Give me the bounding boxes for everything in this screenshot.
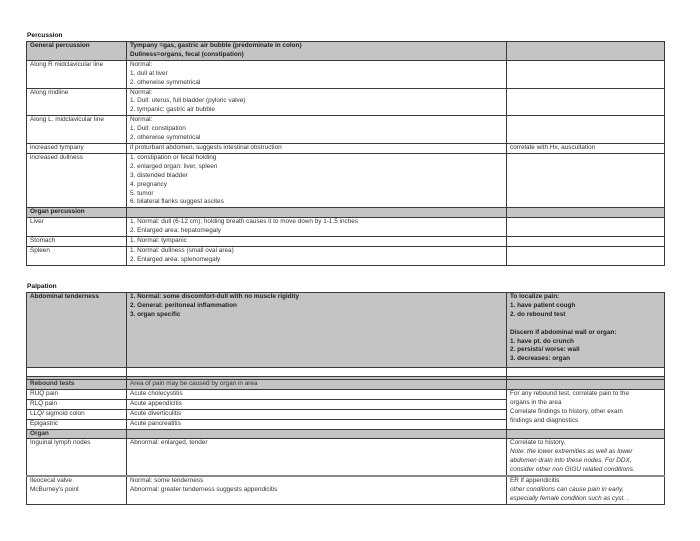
row-notes bbox=[507, 88, 665, 116]
row-label: increased dullness bbox=[27, 153, 127, 207]
text-line: ER if appendicitis bbox=[510, 477, 560, 485]
text-line: For any rebound test, correlate pain to the bbox=[510, 389, 630, 397]
row-notes bbox=[507, 153, 665, 207]
text-line: abdomen drain into these nodes. For DDX, bbox=[510, 457, 632, 465]
table-row bbox=[27, 439, 665, 477]
row-details bbox=[127, 218, 507, 237]
row-notes bbox=[507, 116, 665, 144]
row-details bbox=[127, 143, 507, 153]
table-row-abdominal-tenderness bbox=[27, 293, 665, 368]
row-notes bbox=[507, 208, 665, 218]
text-line: Ileocecal valve bbox=[30, 477, 72, 485]
row-notes bbox=[507, 60, 665, 88]
row-label: Abdominal tenderness bbox=[27, 293, 127, 368]
text-line: Note: the lower extremities as well as lower bbox=[510, 448, 633, 456]
text-line: Normal: bbox=[130, 116, 153, 124]
text-line: 1. Dull: constipation bbox=[130, 125, 186, 133]
section-title-percussion: Percussion bbox=[27, 32, 63, 39]
table-row bbox=[27, 60, 665, 88]
table-row bbox=[27, 218, 665, 237]
row-notes bbox=[507, 439, 665, 477]
row-notes bbox=[507, 476, 665, 504]
organ-percussion-header: Organ percussion bbox=[27, 208, 127, 218]
row-label: Along midline bbox=[27, 88, 127, 116]
row-label: Inguinal lymph nodes bbox=[27, 439, 127, 477]
row-details bbox=[127, 237, 507, 247]
row-label: RLQ pain bbox=[27, 399, 127, 409]
row-details: Acute appendicitis bbox=[127, 399, 507, 409]
row-notes bbox=[507, 218, 665, 237]
section-title-palpation: Palpation bbox=[27, 283, 57, 290]
table-row-rebound-header bbox=[27, 380, 665, 390]
text-line: Discern if abdominal wall or organ: bbox=[510, 328, 617, 336]
text-line: Normal: bbox=[130, 88, 153, 96]
text-line: 2. persists/ worse: wall bbox=[510, 346, 580, 354]
text-line: Correlate findings to history, other exam bbox=[510, 407, 623, 415]
table-row-empty bbox=[27, 368, 665, 377]
row-notes bbox=[507, 246, 665, 265]
text-line: 6. bilateral flanks suggest ascites bbox=[130, 198, 224, 206]
text-line: Abnormal: greater tenderness suggests appendicitis bbox=[130, 486, 278, 494]
table-row bbox=[27, 88, 665, 116]
row-details bbox=[127, 246, 507, 265]
table-row bbox=[27, 246, 665, 265]
text-line: 1. have pt. do crunch bbox=[510, 337, 574, 345]
text-line: 2. Enlarged area: splenomegaly bbox=[130, 255, 221, 263]
text-line: organs in the area bbox=[510, 398, 562, 406]
text-line: especially female condition such as cyst. . bbox=[510, 495, 629, 503]
rebound-tests-header: Rebound tests bbox=[27, 380, 127, 390]
table-row-organ-header bbox=[27, 429, 665, 439]
row-notes bbox=[507, 143, 665, 153]
text-line: correlate with Hx, auscultation bbox=[510, 143, 596, 151]
row-details bbox=[127, 476, 507, 504]
text-line: 1. Normal: some discomfort-dull with no muscle rigidity bbox=[130, 293, 300, 300]
text-line: 2. otherwise symmetrical bbox=[130, 78, 201, 86]
text-line: findings and diagnostics bbox=[510, 416, 579, 424]
text-line: 2. tympanic: gastric air bubble bbox=[130, 106, 215, 114]
text-line: 1. have patient cough bbox=[510, 301, 576, 309]
table-row bbox=[27, 116, 665, 144]
table-row bbox=[27, 153, 665, 207]
text-line: 1. Dull: uterus, full bladder (pyloric valve) bbox=[130, 97, 246, 105]
text-line: 2. General: peritoneal inflammation bbox=[130, 301, 237, 309]
text-line: 2. do rebound test bbox=[510, 310, 566, 318]
row-details: Acute diverticulitis bbox=[127, 409, 507, 419]
row-label: RUQ pain bbox=[27, 389, 127, 399]
text-line: McBurney's point bbox=[30, 486, 79, 494]
text-line: Normal: bbox=[130, 60, 153, 68]
row-notes bbox=[507, 380, 665, 390]
text-line: 1. Normal: dullness (small oval area) bbox=[130, 246, 234, 254]
row-label bbox=[27, 476, 127, 504]
spacer bbox=[510, 320, 661, 329]
row-label: Epigastric bbox=[27, 419, 127, 429]
row-details bbox=[127, 153, 507, 207]
text-line: 1. Normal: tympanic bbox=[130, 237, 187, 245]
table-row bbox=[27, 476, 665, 504]
row-details bbox=[127, 88, 507, 116]
text-line: 3. distended bladder bbox=[130, 171, 188, 179]
row-details bbox=[127, 293, 507, 368]
text-line: 2. enlarged organ: liver, spleen bbox=[130, 162, 218, 170]
row-notes bbox=[507, 293, 665, 368]
row-details bbox=[127, 208, 507, 218]
row-label: Along R midclavicular line bbox=[27, 60, 127, 88]
text-line: Tympany =gas, gastric air bubble (predominate in colon) bbox=[130, 42, 302, 49]
row-notes bbox=[507, 429, 665, 439]
text-line: Correlate to history. bbox=[510, 439, 566, 447]
text-line: other conditions can cause pain in early, bbox=[510, 486, 624, 494]
row-details bbox=[127, 429, 507, 439]
row-label: Spleen bbox=[27, 246, 127, 265]
header-percussion-description bbox=[127, 42, 507, 61]
row-details: Acute pancreatitis bbox=[127, 419, 507, 429]
rebound-tests-description: Area of pain may be caused by organ in area bbox=[127, 380, 507, 390]
text-line: if proturbant abdomen, suggests intestinal obstruction bbox=[130, 143, 282, 151]
text-line: 3. decreases: organ bbox=[510, 355, 571, 363]
row-label: Along L. midclavicular line bbox=[27, 116, 127, 144]
header-general-percussion: General percussion bbox=[27, 42, 127, 61]
empty-cell bbox=[507, 368, 665, 377]
text-line: 5. tumor bbox=[130, 189, 154, 197]
row-details: Acute cholecystitis bbox=[127, 389, 507, 399]
organ-header: Organ bbox=[27, 429, 127, 439]
text-line: Normal: some tenderness bbox=[130, 477, 204, 485]
text-line: 2. otherwise symmetrical bbox=[130, 134, 201, 142]
text-line: consider other non GIGU related conditions. bbox=[510, 466, 635, 474]
row-label: Stomach bbox=[27, 237, 127, 247]
row-details bbox=[127, 116, 507, 144]
rebound-notes bbox=[507, 389, 665, 429]
row-details: Abnormal: enlarged, tender bbox=[127, 439, 507, 477]
table-row bbox=[27, 237, 665, 247]
row-label: LLQ/ sigmoid colon bbox=[27, 409, 127, 419]
text-line: 3. organ specific bbox=[130, 310, 181, 318]
table-row-subheader bbox=[27, 208, 665, 218]
empty-cell bbox=[127, 368, 507, 377]
percussion-table bbox=[26, 41, 665, 266]
text-line: 1. dull at liver bbox=[130, 69, 168, 77]
header-notes bbox=[507, 42, 665, 61]
row-notes bbox=[507, 237, 665, 247]
table-row-header bbox=[27, 42, 665, 61]
palpation-table bbox=[26, 292, 665, 505]
row-label: Liver bbox=[27, 218, 127, 237]
row-label: increased tympany bbox=[27, 143, 127, 153]
table-row bbox=[27, 389, 665, 399]
text-line: Dullness=organs, fecal (constipation) bbox=[130, 50, 244, 58]
text-line: 1. constipation or fecal holding bbox=[130, 153, 217, 161]
text-line: 1. Normal: dull (6-12 cm); holding breath causes it to move down by 1-1.5 inches bbox=[130, 218, 359, 226]
row-details bbox=[127, 60, 507, 88]
text-line: To localize pain: bbox=[510, 293, 560, 300]
text-line: 4. pregnancy bbox=[130, 180, 167, 188]
table-row bbox=[27, 143, 665, 153]
empty-cell bbox=[27, 368, 127, 377]
text-line: 2. Enlarged area: hepatomegaly bbox=[130, 227, 221, 235]
